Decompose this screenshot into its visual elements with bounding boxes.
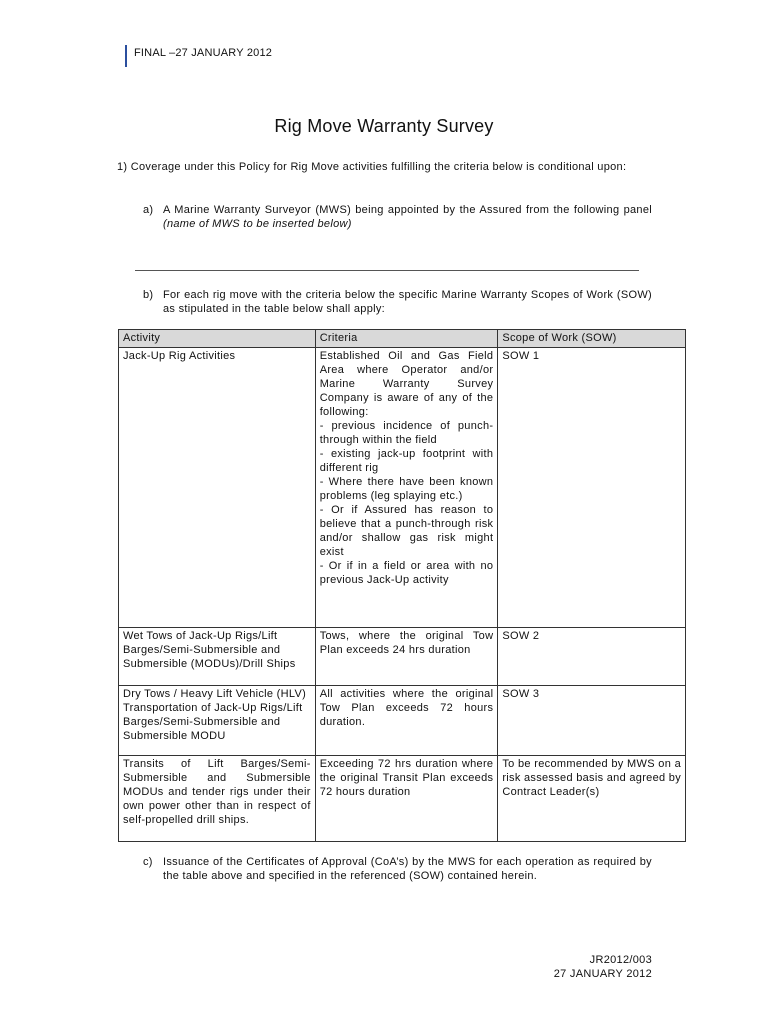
criteria-line: All activities where the original Tow Plan exceeds 72 hours duration.: [319, 688, 494, 728]
criteria-cell: [315, 686, 498, 756]
criteria-line: - previous incidence of punch-through within the field: [319, 420, 494, 446]
table-row: [119, 756, 686, 842]
document-reference: JR2012/003: [589, 954, 652, 966]
list-item-c: [143, 855, 652, 883]
criteria-line: - existing jack-up footprint with different rig: [319, 448, 494, 474]
table-row: [119, 348, 686, 628]
table-row: [119, 628, 686, 686]
activity-cell: Transits of Lift Barges/Semi-Submersible and Submersible MODUs and tender rigs under their own power other than in respect of self-propelled drill ships.: [119, 756, 316, 842]
criteria-cell: [315, 756, 498, 842]
activity-cell: Wet Tows of Jack-Up Rigs/Lift Barges/Semi-Submersible and Submersible (MODUs)/Drill Ships: [119, 628, 316, 686]
column-header-activity: Activity: [119, 330, 316, 348]
list-item-a: [143, 203, 652, 231]
list-item-b: [143, 288, 652, 316]
coverage-paragraph: 1) Coverage under this Policy for Rig Move activities fulfilling the criteria below is conditional upon:: [117, 161, 627, 173]
list-item-a-text: A Marine Warranty Surveyor (MWS) being appointed by the Assured from the following panel: [163, 204, 652, 216]
criteria-line: Tows, where the original Tow Plan exceeds 24 hrs duration: [319, 630, 494, 656]
table-row: [119, 686, 686, 756]
activity-cell: Dry Tows / Heavy Lift Vehicle (HLV) Transportation of Jack-Up Rigs/Lift Barges/Semi-Submersible and Submersible MODU: [119, 686, 316, 756]
criteria-line: Established Oil and Gas Field Area where Operator and/or Marine Warranty Survey Company is aware of any of the following:: [319, 350, 494, 418]
criteria-line: Exceeding 72 hrs duration where the original Transit Plan exceeds 72 hours duration: [319, 758, 494, 798]
mws-name-blank-line: [135, 270, 639, 271]
sow-cell: To be recommended by MWS on a risk assessed basis and agreed by Contract Leader(s): [498, 756, 686, 842]
column-header-sow: Scope of Work (SOW): [498, 330, 686, 348]
list-marker-b: b): [143, 289, 154, 301]
criteria-line: - Or if in a field or area with no previous Jack-Up activity: [319, 560, 494, 586]
criteria-line: - Where there have been known problems (leg splaying etc.): [319, 476, 494, 502]
page-title: Rig Move Warranty Survey: [274, 116, 494, 136]
sow-table: [118, 329, 686, 842]
list-item-a-italic: (name of MWS to be inserted below): [163, 218, 352, 230]
activity-cell: Jack-Up Rig Activities: [119, 348, 316, 628]
sow-cell: SOW 1: [498, 348, 686, 628]
list-item-b-text: For each rig move with the criteria below the specific Marine Warranty Scopes of Work (SOW) as stipulated in the table below shall apply:: [163, 289, 652, 315]
list-marker-c: c): [143, 856, 153, 868]
sow-cell: SOW 2: [498, 628, 686, 686]
criteria-line: - Or if Assured has reason to believe that a punch-through risk and/or shallow gas risk might exist: [319, 504, 494, 558]
list-marker-a: a): [143, 204, 154, 216]
sow-cell: SOW 3: [498, 686, 686, 756]
document-date: 27 JANUARY 2012: [553, 968, 652, 980]
criteria-cell: [315, 348, 498, 628]
footer: [554, 953, 652, 981]
column-header-criteria: Criteria: [315, 330, 498, 348]
header-status: FINAL –27 JANUARY 2012: [134, 47, 273, 59]
criteria-cell: [315, 628, 498, 686]
list-item-c-text: Issuance of the Certificates of Approval (CoA’s) by the MWS for each operation as required by the table above and specified in the referenced (SOW) contained herein.: [163, 856, 652, 882]
table-header-row: [119, 330, 686, 348]
header-rule: [125, 45, 127, 67]
